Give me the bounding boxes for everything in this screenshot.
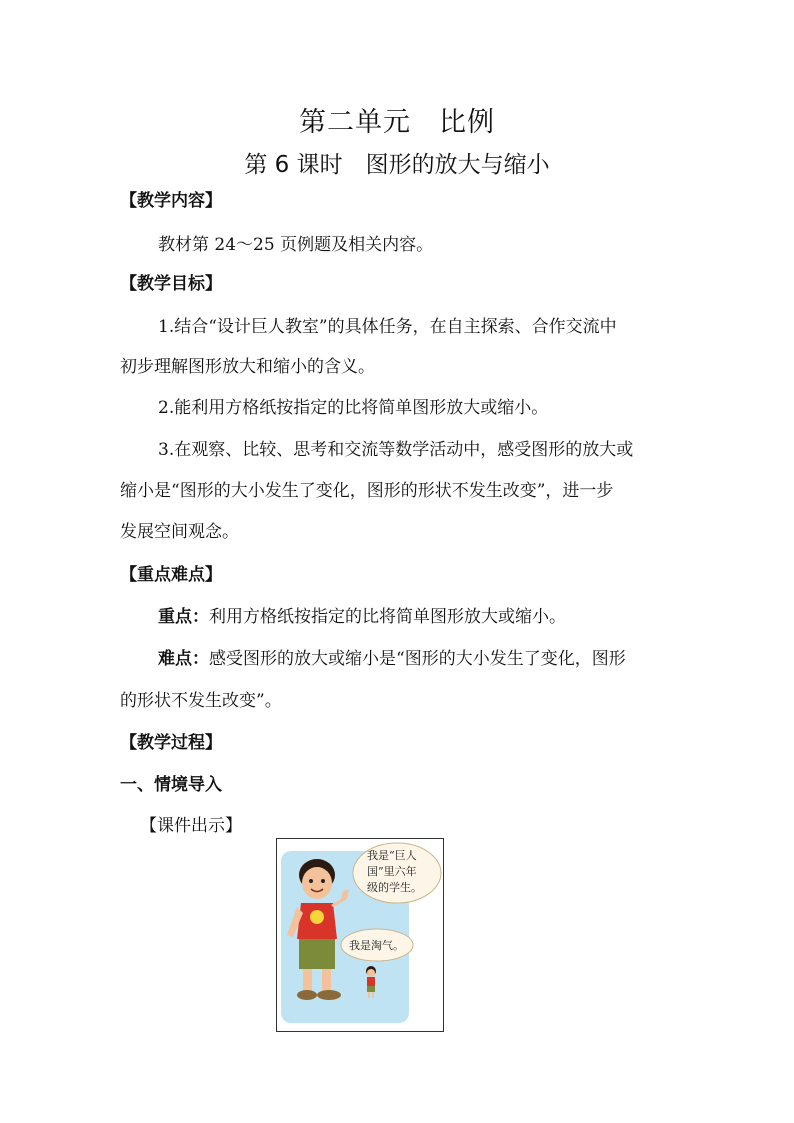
section-heading-content: 【教学内容】 (120, 191, 222, 211)
section-heading-process: 【教学过程】 (120, 733, 222, 753)
key-text: 利用方格纸按指定的比将简单图形放大或缩小。 (209, 607, 566, 627)
illustration-frame (276, 838, 444, 1032)
speech-bubble-2 (341, 929, 413, 961)
speech-bubble-1 (353, 843, 441, 903)
goal-3-line-2: 缩小是“图形的大小发生了变化，图形的形状不发生改变”，进一步 (120, 481, 614, 501)
difficult-point-line-2: 的形状不发生改变”。 (120, 691, 282, 711)
section-heading-key: 【重点难点】 (120, 565, 222, 585)
difficult-point-line-1 (158, 648, 626, 670)
section-heading-goals: 【教学目标】 (120, 274, 222, 294)
lesson-subtitle: 第 6 课时 图形的放大与缩小 (244, 152, 550, 178)
bubble-1-line-2: 国”里六年 (367, 865, 417, 878)
giant-kingdom-illustration (277, 839, 443, 1031)
part-1-heading: 一、情境导入 (120, 775, 222, 795)
key-point (158, 606, 566, 628)
goal-1-line-1: 1.结合“设计巨人教室”的具体任务，在自主探索、合作交流中 (158, 317, 617, 337)
page-title: 第二单元 比例 (299, 107, 495, 138)
goal-2: 2.能利用方格纸按指定的比将简单图形放大或缩小。 (158, 398, 549, 418)
courseware-label: 【课件出示】 (140, 816, 242, 836)
goal-3-line-1: 3.在观察、比较、思考和交流等数学活动中，感受图形的放大或 (158, 440, 634, 460)
key-label: 重点： (158, 607, 209, 627)
difficult-label: 难点： (158, 649, 209, 669)
goal-1-line-2: 初步理解图形放大和缩小的含义。 (120, 357, 375, 377)
bubble-1-line-1: 我是“巨人 (367, 849, 417, 862)
content-text: 教材第 24～25 页例题及相关内容。 (158, 235, 434, 255)
goal-3-line-3: 发展空间观念。 (120, 522, 239, 542)
bubble-2-text: 我是淘气。 (349, 939, 404, 952)
bubble-1-line-3: 级的学生。 (367, 881, 422, 894)
difficult-text: 感受图形的放大或缩小是“图形的大小发生了变化，图形 (209, 649, 626, 669)
